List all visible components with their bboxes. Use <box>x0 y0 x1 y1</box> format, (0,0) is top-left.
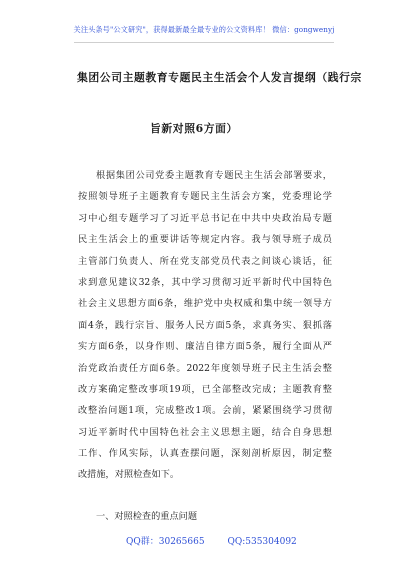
paragraph-line: 工作、作风实际，认真查摆问题，深刻剖析原因，制定整 <box>78 448 332 460</box>
paragraph-line: 改方案确定整改事项19项，已全部整改完成；主题教育整 <box>78 383 332 395</box>
paragraph-line: 求到意见建议32条，其中学习贯彻习近平新时代中国特色 <box>78 276 332 288</box>
document-title-line-1: 集团公司主题教育专题民主生活会个人发言提纲（践行宗 <box>77 71 362 84</box>
paragraph-line: 习近平新时代中国特色社会主义思想主题，结合自身思想 <box>78 426 332 438</box>
header-divider <box>74 42 334 43</box>
paragraph-line: 习中心组专题学习了习近平总书记在中共中央政治局专题 <box>78 212 332 224</box>
paragraph-line: 改措施，对照检查如下。 <box>78 469 180 481</box>
paragraph-line: 治党政治责任方面6条。2022年度领导班子民主生活会整 <box>78 362 332 374</box>
paragraph-line: 实方面6条，以身作则、廉洁自律方面5条，履行全面从严 <box>78 341 332 353</box>
paragraph-line: 民主生活会上的重要讲话等规定内容。我与领导班子成员 <box>78 234 332 246</box>
paragraph-line: 按照领导班子主题教育专题民主生活会方案，党委理论学 <box>78 191 332 203</box>
paragraph-line: 面4条，践行宗旨、服务人民方面5条，求真务实、狠抓落 <box>78 319 332 331</box>
section-heading: 一、对照检查的重点问题 <box>96 511 198 522</box>
footer-qq-group: QQ群：30265665 <box>126 537 205 547</box>
body-paragraph <box>78 165 332 486</box>
paragraph-line: 社会主义思想方面6条，维护党中央权威和集中统一领导方 <box>78 298 332 310</box>
paragraph-line: 根据集团公司党委主题教育专题民主生活会部署要求， <box>96 170 332 181</box>
footer-qq-number: QQ:535304092 <box>227 537 297 547</box>
footer-contact <box>126 534 297 547</box>
paragraph-line: 主管部门负责人、所在党支部党员代表之间谈心谈话，征 <box>78 255 332 267</box>
paragraph-line: 改整治问题1项，完成整改1项。会前，紧紧围绕学习贯彻 <box>78 405 332 417</box>
document-title-line-2: 旨新对照6方面） <box>150 122 238 135</box>
header-banner: 关注头条号"公文研究"，获得最新最全最专业的公文资料库！ 微信：gongwenyj <box>73 25 335 34</box>
